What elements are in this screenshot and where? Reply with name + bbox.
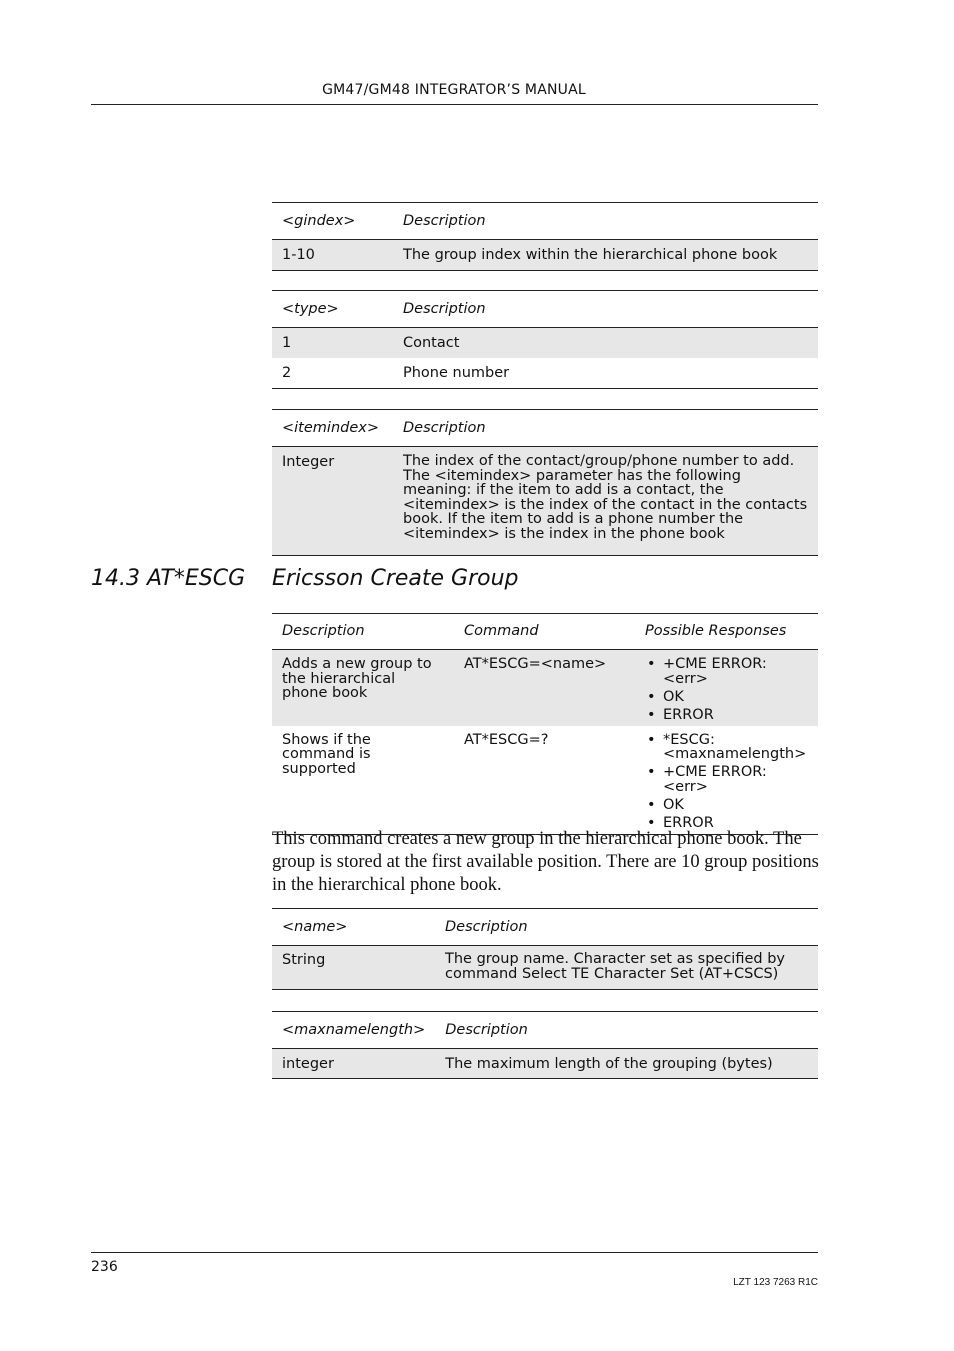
name-table (272, 908, 818, 990)
list-item: • *ESCG: <maxnamelength> (645, 733, 814, 762)
param-value: 2 (272, 358, 393, 389)
table-row (272, 358, 818, 389)
description-header: Description (435, 1012, 818, 1049)
list-item: • ERROR (645, 816, 814, 831)
param-header: <gindex> (272, 203, 393, 240)
table-header-row (272, 291, 818, 328)
list-item: • OK (645, 690, 808, 705)
section-title: Ericsson Create Group (272, 566, 519, 591)
param-header: <type> (272, 291, 393, 328)
description-header: Description (393, 203, 818, 240)
param-description: Phone number (393, 358, 818, 389)
table-row (272, 447, 818, 556)
description-header: Description (272, 614, 454, 650)
document-id: LZT 123 7263 R1C (733, 1277, 818, 1288)
table-header-row (272, 1012, 818, 1049)
param-description: The index of the contact/group/phone number to add. The <itemindex> parameter has the following meaning: if the item to add is a contact, the <itemindex> is the index of the contact in the contacts book. If the item to add is a phone number the <itemindex> is the index in the phone book (393, 447, 818, 556)
list-item: • OK (645, 798, 814, 813)
description-header: Description (393, 291, 818, 328)
table-row (272, 726, 818, 835)
command-description: Shows if the command is supported (272, 726, 454, 835)
command-description: Adds a new group to the hierarchical phone book (272, 650, 454, 726)
description-header: Description (393, 410, 818, 447)
command-header: Command (454, 614, 635, 650)
command-table (272, 613, 818, 835)
responses-header: Possible Responses (635, 614, 818, 650)
gindex-table (272, 202, 818, 271)
table-row (272, 650, 818, 726)
param-value: integer (272, 1049, 435, 1079)
param-value: Integer (272, 447, 393, 556)
table-header-row (272, 909, 818, 946)
command-syntax: AT*ESCG=? (454, 726, 635, 835)
itemindex-table (272, 409, 818, 556)
param-header: <maxnamelength> (272, 1012, 435, 1049)
param-header: <name> (272, 909, 435, 946)
description-header: Description (435, 909, 818, 946)
running-header: GM47/GM48 INTEGRATOR’S MANUAL (322, 82, 586, 98)
possible-responses (635, 650, 818, 726)
section-number: 14.3 AT*ESCG (91, 566, 246, 591)
param-value: 1-10 (272, 240, 393, 271)
response-list (645, 733, 814, 831)
list-item: • ERROR (645, 708, 808, 723)
table-header-row (272, 203, 818, 240)
table-header-row (272, 410, 818, 447)
body-paragraph: This command creates a new group in the hierarchical phone book. The group is stored at the first available position. There are 10 group positions in the hierarchical phone book. (272, 829, 819, 895)
param-description: The group index within the hierarchical phone book (393, 240, 818, 271)
param-value: 1 (272, 328, 393, 359)
page-number: 236 (91, 1259, 118, 1275)
param-description: Contact (393, 328, 818, 359)
footer-rule (91, 1252, 818, 1253)
table-row (272, 1049, 818, 1079)
table-row (272, 240, 818, 271)
param-header: <itemindex> (272, 410, 393, 447)
param-description: The group name. Character set as specified by command Select TE Character Set (AT+CSCS) (435, 946, 818, 990)
param-value: String (272, 946, 435, 990)
type-table (272, 290, 818, 389)
list-item: • +CME ERROR: <err> (645, 657, 808, 686)
response-list (645, 657, 808, 722)
param-description: The maximum length of the grouping (bytes) (435, 1049, 818, 1079)
header-rule (91, 104, 818, 105)
table-header-row (272, 614, 818, 650)
maxnamelength-table (272, 1011, 818, 1079)
table-row (272, 946, 818, 990)
command-syntax: AT*ESCG=<name> (454, 650, 635, 726)
possible-responses (635, 726, 818, 835)
table-row (272, 328, 818, 359)
list-item: • +CME ERROR: <err> (645, 765, 814, 794)
